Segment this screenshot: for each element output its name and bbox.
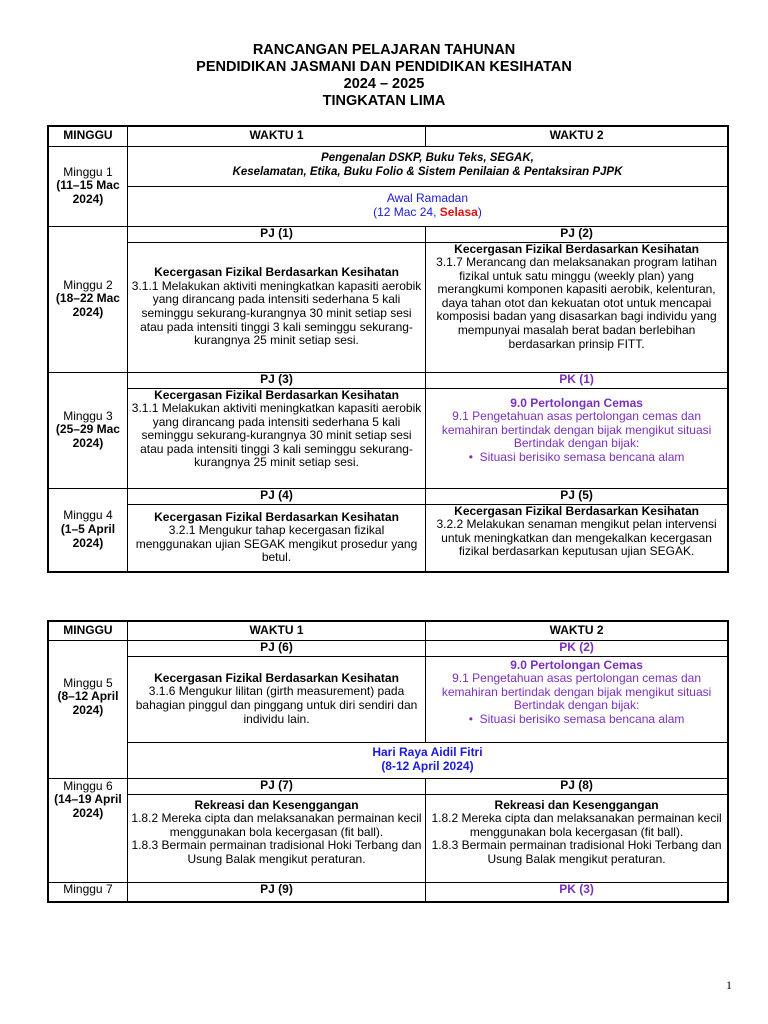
header-waktu-1: WAKTU 1	[127, 126, 425, 146]
lesson-code: PJ (2)	[426, 226, 728, 242]
intro-line-1: Pengenalan DSKP, Buku Teks, SEGAK,	[321, 152, 534, 165]
lesson-content	[426, 656, 728, 742]
week-cell	[48, 146, 127, 226]
table-row-minggu-1	[48, 146, 728, 186]
event-paren-open: (	[373, 205, 378, 219]
title-line-4: TINGKATAN LIMA	[322, 93, 446, 109]
table-row-minggu-6-codes	[48, 778, 728, 794]
week-dates: (11–15 Mac 2024)	[56, 178, 120, 206]
lesson-text: 1.8.3 Bermain permainan tradisional Hoki Terbang dan Usung Balak mengikut peraturan.	[431, 838, 722, 866]
lesson-content	[127, 388, 425, 488]
table-header-row	[48, 621, 728, 640]
lesson-code: PK (2)	[426, 640, 728, 656]
week-cell	[48, 488, 127, 572]
lesson-content	[426, 388, 728, 488]
lesson-content	[426, 504, 728, 572]
title-line-1: RANCANGAN PELAJARAN TAHUNAN	[252, 42, 516, 58]
lesson-code: PJ (6)	[127, 640, 425, 656]
event-day: Selasa	[439, 205, 478, 219]
schedule-table-2	[47, 620, 729, 903]
lesson-topic: Kecergasan Fizikal Berdasarkan Kesihatan	[454, 242, 699, 256]
lesson-text: 3.1.1 Melakukan aktiviti meningkatkan kapasiti aerobik yang dirancang pada intensiti sederhana 5 kali seminggu sekurang-kurangnya 30 minit setiap sesi atau pada intensiti tinggi 3 kali seminggu sekurang-kurangnya 25 minit setiap sesi.	[131, 401, 422, 470]
lesson-code: PJ (5)	[426, 488, 728, 504]
week-label: Minggu 4	[63, 508, 113, 523]
event-date-line	[131, 206, 724, 220]
week-cell	[48, 882, 127, 902]
lesson-code: PJ (8)	[426, 778, 728, 794]
lesson-code: PJ (4)	[127, 488, 425, 504]
table-row-minggu-6-content	[48, 794, 728, 882]
lesson-content	[127, 656, 425, 742]
bullet-icon: •	[468, 711, 480, 726]
lesson-text: 9.1 Pengetahuan asas pertolongan cemas dan kemahiran bertindak dengan bijak mengikut situasi	[441, 671, 712, 699]
week-label: Minggu 5	[63, 675, 113, 690]
event-title: Hari Raya Aidil Fitri	[372, 745, 483, 760]
table-header-row	[48, 126, 728, 146]
lesson-text: 3.1.1 Melakukan aktiviti meningkatkan kapasiti aerobik yang dirancang pada intensiti sederhana 5 kali seminggu sekurang-kurangnya 30 minit setiap sesi atau pada intensiti tinggi 3 kali seminggu sekurang-kurangnya 25 minit setiap sesi.	[131, 278, 422, 348]
lesson-subtext: Bertindak dengan bijak:	[513, 698, 640, 713]
title-line-2: PENDIDIKAN JASMANI DAN PENDIDIKAN KESIHATAN	[196, 59, 572, 75]
lesson-code: PJ (3)	[127, 372, 425, 388]
intro-cell	[127, 146, 728, 186]
lesson-content	[127, 794, 425, 882]
bullet-text: Situasi berisiko semasa bencana alam	[479, 449, 685, 464]
lesson-subtext: Bertindak dengan bijak:	[513, 436, 640, 451]
week-label: Minggu 6	[63, 778, 113, 793]
week-label: Minggu 1	[63, 164, 113, 179]
header-waktu-2: WAKTU 2	[426, 126, 728, 146]
table-row-minggu-2-content	[48, 242, 728, 372]
page-number: 1	[726, 978, 732, 992]
lesson-text: 1.8.2 Mereka cipta dan melaksanakan permainan kecil menggunakan bola kecergasan (fit ball).	[431, 811, 722, 839]
bullet-icon: •	[468, 449, 480, 464]
lesson-topic: Rekreasi dan Kesenggangan	[194, 797, 359, 812]
lesson-bullet	[429, 713, 724, 727]
event-cell	[127, 186, 728, 226]
table-row-minggu-3-codes	[48, 372, 728, 388]
title-line-3: 2024 – 2025	[343, 76, 425, 92]
week-label: Minggu 3	[63, 408, 113, 423]
week-dates: (18–22 Mac 2024)	[55, 291, 120, 319]
table-row-minggu-7	[48, 882, 728, 902]
lesson-topic: Kecergasan Fizikal Berdasarkan Kesihatan	[154, 670, 399, 685]
lesson-topic: 9.0 Pertolongan Cemas	[510, 657, 643, 672]
table-row-minggu-5-content	[48, 656, 728, 742]
week-dates: (25–29 Mac 2024)	[55, 422, 120, 450]
table-row-minggu-4-content	[48, 504, 728, 572]
lesson-text: 1.8.2 Mereka cipta dan melaksanakan permainan kecil menggunakan bola kecergasan (fit ball).	[131, 811, 422, 839]
header-minggu: MINGGU	[48, 621, 127, 640]
lesson-code: PK (3)	[426, 882, 728, 902]
lesson-code: PJ (9)	[127, 882, 425, 902]
week-label: Minggu 2	[63, 277, 113, 292]
week-dates: (1–5 April 2024)	[60, 521, 116, 550]
table-row-minggu-5-codes	[48, 640, 728, 656]
week-dates: (8–12 April 2024)	[57, 689, 119, 717]
schedule-table-1	[47, 125, 729, 573]
lesson-content	[127, 504, 425, 572]
lesson-text: 3.2.1 Mengukur tahap kecergasan fizikal menggunakan ujian SEGAK mengikut prosedur yang betul.	[135, 523, 418, 565]
header-waktu-2: WAKTU 2	[426, 621, 728, 640]
lesson-content	[426, 242, 728, 372]
lesson-code: PJ (7)	[127, 778, 425, 794]
lesson-text: 9.1 Pengetahuan asas pertolongan cemas dan kemahiran bertindak dengan bijak mengikut situasi	[441, 409, 712, 437]
lesson-topic: Kecergasan Fizikal Berdasarkan Kesihatan	[454, 504, 699, 518]
table-row-event-ramadan	[48, 186, 728, 226]
lesson-content	[426, 794, 728, 882]
header-waktu-1: WAKTU 1	[127, 621, 425, 640]
lesson-code: PK (1)	[426, 372, 728, 388]
event-date: 12 Mac 24,	[377, 205, 440, 219]
table-row-event-raya	[48, 742, 728, 778]
lesson-text: 3.2.2 Melakukan senaman mengikut pelan intervensi untuk meningkatkan dan mengekalkan kecergasan fizikal berdasarkan keputusan ujian SEGAK.	[436, 517, 717, 559]
event-title: Awal Ramadan	[386, 191, 469, 206]
header-minggu: MINGGU	[48, 126, 127, 146]
table-row-minggu-2-codes	[48, 226, 728, 242]
week-dates: (14–19 April 2024)	[54, 792, 122, 820]
lesson-text: 3.1.6 Mengukur lilitan (girth measurement) pada bahagian pinggul dan pinggang untuk diri sendiri dan individu lain.	[135, 684, 418, 726]
week-cell	[48, 778, 127, 882]
document-title	[0, 42, 768, 110]
week-cell	[48, 640, 127, 778]
lesson-topic: Rekreasi dan Kesenggangan	[494, 797, 659, 812]
intro-line-2: Keselamatan, Etika, Buku Folio & Sistem Penilaian & Pentaksiran PJPK	[232, 166, 623, 178]
lesson-topic: 9.0 Pertolongan Cemas	[510, 395, 643, 410]
lesson-bullet	[429, 451, 724, 465]
lesson-topic: Kecergasan Fizikal Berdasarkan Kesihatan	[154, 265, 399, 280]
lesson-content	[127, 242, 425, 372]
week-cell	[48, 372, 127, 488]
event-paren-close: )	[477, 205, 482, 219]
week-label: Minggu 7	[63, 882, 113, 896]
event-date: (8-12 April 2024)	[381, 759, 474, 773]
table-row-minggu-3-content	[48, 388, 728, 488]
lesson-topic: Kecergasan Fizikal Berdasarkan Kesihatan	[154, 509, 399, 524]
lesson-code: PJ (1)	[127, 226, 425, 242]
table-row-minggu-4-codes	[48, 488, 728, 504]
event-cell	[127, 742, 728, 778]
lesson-topic: Kecergasan Fizikal Berdasarkan Kesihatan	[154, 388, 399, 402]
lesson-text: 3.1.7 Merancang dan melaksanakan program latihan fizikal untuk satu minggu (weekly plan) yang merangkumi komponen kapasiti aerobik, kelenturan, daya tahan otot dan kekuatan otot untuk mencapai komposisi badan yang disasarkan bagi individu yang mempunyai masalah berat badan berlebihan berdasarkan prinsip FITT.	[436, 255, 717, 351]
lesson-text: 1.8.3 Bermain permainan tradisional Hoki Terbang dan Usung Balak mengikut peraturan.	[131, 838, 422, 866]
week-cell	[48, 226, 127, 372]
bullet-text: Situasi berisiko semasa bencana alam	[479, 711, 685, 726]
